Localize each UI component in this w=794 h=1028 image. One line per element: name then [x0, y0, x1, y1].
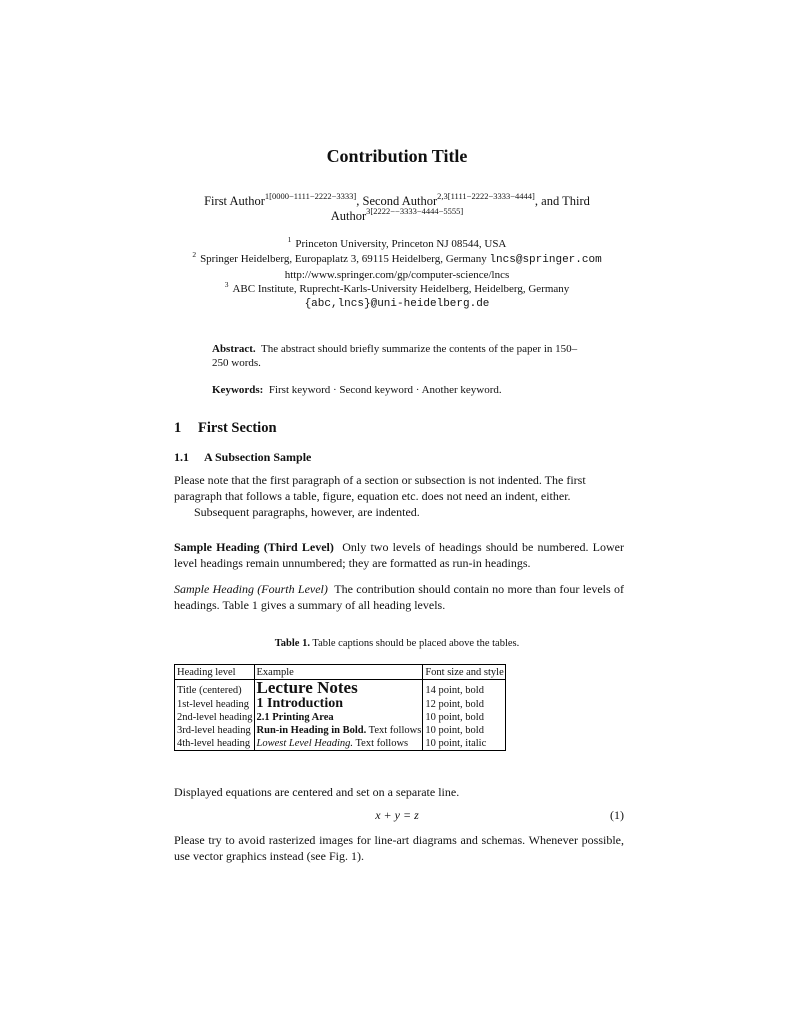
- affiliation-list: [172, 237, 622, 312]
- affiliation-2-url[interactable]: http://www.springer.com/gp/computer-science/lncs: [284, 268, 510, 281]
- table-cell-level: 3rd-level heading: [175, 724, 255, 737]
- run-in-heading-fourth: Sample Heading (Fourth Level): [174, 582, 328, 596]
- table-cell-style: 14 point, bold: [423, 680, 505, 698]
- table-row: [175, 737, 506, 751]
- table-cell-example: 1 Introduction: [254, 697, 423, 711]
- section-number: 1: [174, 420, 182, 436]
- table-row: [175, 697, 506, 711]
- table-cell-style: 12 point, bold: [423, 697, 505, 711]
- author-separator: ,: [356, 194, 363, 208]
- display-equation: x + y = z: [375, 808, 419, 822]
- affiliation-1: $^1$ Princeton University, Princeton NJ 08544, USA: [287, 235, 507, 250]
- author-3: Third Author: [330, 194, 590, 223]
- table-row: [175, 680, 506, 698]
- keywords: [212, 383, 588, 397]
- table-cell-style: 10 point, italic: [423, 737, 505, 751]
- subsection-number: 1.1: [174, 450, 189, 464]
- table-caption: [0, 638, 794, 649]
- equation-number: (1): [610, 808, 624, 822]
- section-title: First Section: [198, 420, 277, 436]
- table-cell-style: 10 point, bold: [423, 711, 505, 724]
- author-list: [172, 191, 622, 224]
- paragraph-1: Please note that the first paragraph of a section or subsection is not indented. The first paragraph that follows a table, figure, equation etc. does not need an indent, either.: [174, 473, 586, 503]
- section-heading: [174, 420, 277, 437]
- table-row: [175, 711, 506, 724]
- table-cell-example: Run-in Heading in Bold. Text follows: [254, 724, 423, 737]
- paper-title: Contribution Title: [326, 146, 468, 166]
- paragraph-third-level: [174, 539, 624, 571]
- table-cell-level: 2nd-level heading: [175, 711, 255, 724]
- table-caption-text: Table captions should be placed above the tables.: [312, 638, 520, 649]
- paragraph-equations: Displayed equations are centered and set on a separate line.: [174, 785, 460, 799]
- abstract-text: The abstract should briefly summarize the contents of the paper in 150–250 words.: [212, 343, 578, 369]
- affiliation-3-email[interactable]: {abc,lncs}@uni-heidelberg.de: [304, 298, 490, 311]
- table-cell-example: Lowest Level Heading. Text follows: [254, 737, 423, 751]
- keywords-text: First keyword · Second keyword · Another keyword.: [268, 384, 502, 396]
- table-cell-style: 10 point, bold: [423, 724, 505, 737]
- table-cell-level: 4th-level heading: [175, 737, 255, 751]
- table-header-cell: Example: [254, 665, 423, 680]
- keywords-label: Keywords:: [212, 384, 264, 396]
- author-2: Second Author: [362, 194, 438, 208]
- paragraph-fourth-text: The contribution should contain no more than four levels of headings. Table 1 gives a summary of all heading levels.: [174, 582, 624, 612]
- paragraph-graphics: Please try to avoid rasterized images for line-art diagrams and schemas. Whenever possible, use vector graphics instead (see Fig. 1).: [174, 833, 624, 863]
- author-separator: , and: [534, 194, 563, 208]
- table-cell-example: Lecture Notes: [254, 680, 423, 698]
- subsection-title: A Subsection Sample: [204, 450, 312, 464]
- table-cell-level: Title (centered): [175, 680, 255, 698]
- author-1: First Author: [204, 194, 265, 208]
- affiliation-2-email[interactable]: lncs@springer.com: [489, 253, 602, 266]
- table-cell-level: 1st-level heading: [175, 697, 255, 711]
- affiliation-2: $^2$ Springer Heidelberg, Europaplatz 3, 69115 Heidelberg, Germany lncs@springer.com: [192, 249, 602, 266]
- abstract-label: Abstract.: [212, 343, 256, 355]
- table-header-cell: Font size and style: [423, 665, 505, 680]
- author-3-orcid: 3[2222−−3333−4444−5555]: [366, 206, 464, 216]
- paragraph-third-text: Only two levels of headings should be numbered. Lower level headings remain unnumbered; they are formatted as run-in headings.: [174, 540, 625, 570]
- paragraph-2: Subsequent paragraphs, however, are indented.: [194, 505, 420, 519]
- paragraph-fourth-level: [174, 581, 624, 613]
- run-in-heading-third: Sample Heading (Third Level): [174, 540, 334, 554]
- affiliation-3: $^3$ ABC Institute, Ruprecht-Karls-University Heidelberg, Heidelberg, Germany: [224, 280, 570, 296]
- subsection-heading: [174, 450, 311, 465]
- table-caption-label: Table 1.: [274, 638, 310, 649]
- table-row: [175, 724, 506, 737]
- table-header-cell: Heading level: [175, 665, 255, 680]
- abstract: [212, 342, 588, 370]
- author-2-orcid: 2,3[1111−2222−3333−4444]: [437, 191, 535, 201]
- author-1-orcid: 1[0000−1111−2222−3333]: [264, 191, 357, 201]
- heading-levels-table: [174, 664, 506, 751]
- table-cell-example: 2.1 Printing Area: [254, 711, 423, 724]
